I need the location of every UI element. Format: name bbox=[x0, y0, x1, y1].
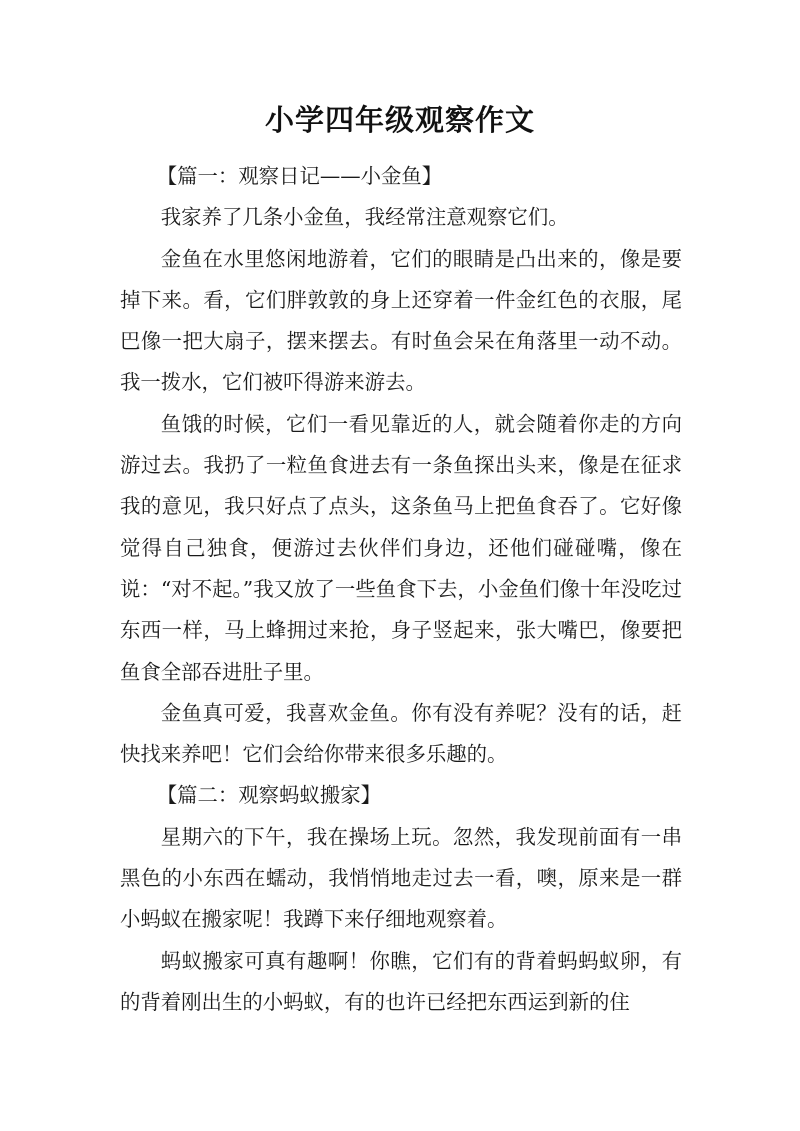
article-body bbox=[120, 156, 682, 1023]
paragraph: 金鱼真可爱，我喜欢金鱼。你有没有养呢？没有的话，赶快找来养吧！它们会给你带来很多乐趣的。 bbox=[120, 700, 682, 767]
paragraph: 我家养了几条小金鱼，我经常注意观察它们。 bbox=[160, 205, 569, 230]
paragraph: 蚂蚁搬家可真有趣啊！你瞧，它们有的背着蚂蚂蚁卵，有的背着刚出生的小蚂蚁，有的也许已经把东西运到新的住 bbox=[120, 948, 682, 1014]
paragraph: 鱼饿的时候，它们一看见靠近的人，就会随着你走的方向游过去。我扔了一粒鱼食进去有一条鱼探出头来，像是在征求我的意见，我只好点了点头，这条鱼马上把鱼食吞了。它好像觉得自己独食，便游过去伙伴们身边，还他们碰碰嘴，像在说：“对不起。”我又放了一些鱼食下去，小金鱼们像十年没吃过东西一样，马上蜂拥过来抢，身子竖起来，张大嘴巴，像要把鱼食全部吞进肚子里。 bbox=[120, 411, 682, 684]
section-heading: 【篇一：观察日记——小金鱼】 bbox=[156, 164, 443, 188]
section-heading: 【篇二：观察蚂蚁搬家】 bbox=[156, 783, 382, 808]
paragraph: 星期六的下午，我在操场上玩。忽然，我发现前面有一串黑色的小东西在蠕动，我悄悄地走过去一看，噢，原来是一群小蚂蚁在搬家呢！我蹲下来仔细地观察着。 bbox=[120, 824, 682, 932]
paragraph: 金鱼在水里悠闲地游着，它们的眼睛是凸出来的，像是要掉下来。看，它们胖敦敦的身上还穿着一件金红色的衣服，尾巴像一把大扇子，摆来摆去。有时鱼会呆在角落里一动不动。我一拨水，它们被吓得游来游去。 bbox=[120, 246, 682, 395]
page-title: 小学四年级观察作文 bbox=[264, 103, 535, 137]
